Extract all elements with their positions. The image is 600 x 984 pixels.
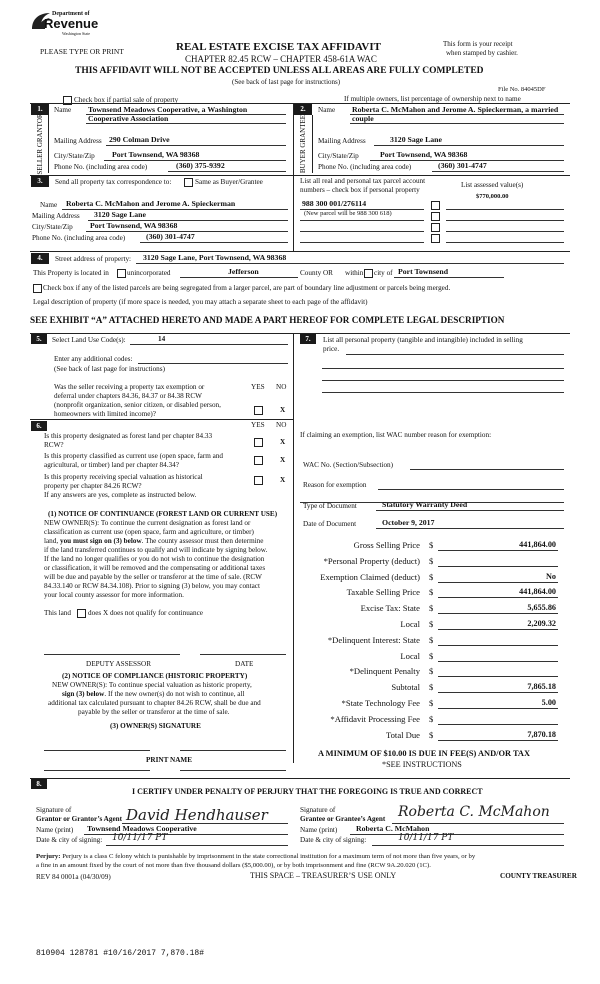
fin-row-label: Subtotal	[391, 682, 420, 692]
county-value: Jefferson	[228, 267, 259, 276]
fin-row-dollar: $	[429, 635, 434, 645]
file-number: File No. 84045DF	[498, 86, 546, 93]
logo-dept: Department of	[52, 11, 90, 17]
fin-row-value: 2,209.32	[527, 619, 556, 628]
fin-row-value: 441,864.00	[519, 540, 556, 549]
certify-line: I CERTIFY UNDER PENALTY OF PERJURY THAT THE FOREGOING IS TRUE AND CORRECT	[132, 787, 483, 796]
personal-property-checkbox[interactable]	[431, 223, 440, 232]
fin-row-label: Local	[400, 619, 420, 629]
parcel-header-1: List all real and personal tax parcel account	[300, 177, 426, 185]
buyer-name: Roberta C. McMahon and Jerome A. Spieckerman, a married couple	[352, 105, 559, 123]
form-revision: REV 84 0001a (04/30/09)	[36, 873, 111, 881]
current-use-no-answer: X	[280, 456, 286, 464]
divider	[48, 115, 49, 173]
notice-2-text: payable by the seller or transferor at the time of sale.	[78, 708, 230, 716]
fin-row-value: 441,864.00	[519, 587, 556, 596]
segregated-checkbox[interactable]	[33, 284, 42, 293]
please-type: PLEASE TYPE OR PRINT	[40, 47, 124, 56]
see-instructions: *SEE INSTRUCTIONS	[382, 760, 462, 769]
buyer-city-label: City/State/Zip	[318, 152, 359, 160]
fin-row-label: *Affidavit Processing Fee	[330, 714, 420, 724]
grantee-agent-label: Grantee or Grantee’s Agent	[300, 815, 386, 823]
buyer-phone: (360) 301-4747	[438, 161, 487, 170]
fin-row-dollar: $	[429, 730, 434, 740]
seller-city: Port Townsend, WA 98368	[112, 150, 200, 159]
notice-1-text: land, you must sign on (3) below. The county assessor must then determine	[44, 537, 264, 545]
land-use-code: 14	[158, 335, 166, 343]
buyer-name-label: Name	[318, 106, 336, 114]
print-name-label: PRINT NAME	[146, 756, 192, 764]
if-yes-note: If any answers are yes, complete as instructed below.	[44, 491, 197, 499]
notice-1-text: 84.33.140 or RCW 84.34.108). Prior to signing (3) below, you may contact	[44, 582, 260, 590]
q-current-use-2: agricultural, or timber) land per chapter 84.34?	[44, 461, 179, 469]
parcel-header-2: numbers – check box if personal property	[300, 186, 420, 194]
fin-row-dollar: $	[429, 714, 434, 724]
s3-name: Roberta C. McMahon and Jerome A. Spieckerman	[66, 199, 236, 208]
fin-row-line	[438, 550, 558, 551]
perjury-line-2: a fine in an amount fixed by the court of not more than five thousand dollars ($5,000.00), or by both imprisonment and fine (RCW 9A.20.020 (1C).	[36, 862, 431, 869]
see-back: (See back of last page for instructions)	[232, 78, 341, 86]
doc-type-label: Type of Document	[303, 502, 357, 510]
fin-row-label: Gross Selling Price	[353, 540, 420, 550]
perjury-line-1: Perjury: Perjury is a class C felony which is punishable by imprisonment in the state correctional institution for a maximum term of not more than five years, or by	[36, 853, 476, 860]
notice-2-text: NEW OWNER(S): To continue special valuation as historic property,	[52, 681, 252, 689]
historic-yes-checkbox[interactable]	[254, 476, 263, 485]
segregated-label: Check box if any of the listed parcels are being segregated from a larger parcel, are part of boundary line adjustment or parcels being merged.	[43, 284, 451, 292]
city-checkbox[interactable]	[364, 269, 373, 278]
fin-row-dollar: $	[429, 651, 434, 661]
logo-name: Revenue	[44, 16, 99, 31]
exempt-no-answer: X	[280, 406, 286, 414]
section-4-number: 4.	[31, 253, 49, 264]
within-label: within	[345, 269, 364, 277]
notice-1-text: or classification, it will be removed and the compensating or additional taxes	[44, 564, 266, 572]
parcel-number: 988 300 001/276114	[302, 199, 367, 208]
county-or-label: County OR	[300, 269, 333, 277]
fin-row-line	[438, 676, 558, 677]
buyer-phone-label: Phone No. (including area code)	[318, 163, 412, 171]
divider	[293, 333, 294, 763]
s3-phone-label: Phone No. (including area code)	[32, 234, 126, 242]
additional-codes-1: Enter any additional codes:	[54, 355, 133, 363]
fin-row-line	[438, 613, 558, 614]
seller-mailing: 290 Colman Drive	[109, 135, 170, 144]
fin-row-line	[438, 566, 558, 567]
grantee-date-label: Date & city of signing:	[300, 836, 367, 844]
logo-state: Washington State	[62, 31, 91, 36]
fin-row-label: Exemption Claimed (deduct)	[320, 572, 420, 582]
treasurer-space: THIS SPACE – TREASURER’S USE ONLY	[250, 871, 397, 880]
grantor-agent-label: Grantor or Grantor’s Agent	[36, 815, 123, 823]
fin-row-dollar: $	[429, 619, 434, 629]
divider	[30, 778, 570, 779]
fin-row-dollar: $	[429, 666, 434, 676]
grantor-sig-label-1: Signature of	[36, 806, 72, 814]
s5-no-header: NO	[276, 383, 287, 391]
notice-2-title: (2) NOTICE OF COMPLIANCE (HISTORIC PROPERTY)	[62, 672, 248, 680]
grantor-name: Townsend Meadows Cooperative	[87, 824, 197, 833]
legal-desc-label: Legal description of property (if more space is needed, you may attach a separate sheet to each page of the affidavit)	[33, 298, 368, 306]
warning-line: THIS AFFIDAVIT WILL NOT BE ACCEPTED UNLESS ALL AREAS ARE FULLY COMPLETED	[75, 66, 484, 76]
grantee-name-label: Name (print)	[300, 826, 338, 834]
divider	[30, 175, 570, 176]
section-7-number: 7.	[300, 334, 316, 344]
street-label: Street address of property:	[55, 255, 132, 263]
assessed-value: $770,000.00	[476, 193, 509, 200]
fin-row-dollar: $	[429, 572, 434, 582]
located-in-label: This Property is located in	[33, 269, 109, 277]
fin-row-line	[438, 582, 558, 583]
doc-date: October 9, 2017	[382, 518, 435, 527]
seller-side-label: SELLER GRANTOR	[35, 113, 44, 175]
unincorporated-label: unincorporated	[127, 269, 171, 277]
buyer-side-label: BUYER GRANTEE	[298, 114, 307, 174]
fin-row-label: *Delinquent Penalty	[349, 666, 420, 676]
additional-codes-2: (See back of last page for instructions)	[54, 365, 165, 373]
form-title: REAL ESTATE EXCISE TAX AFFIDAVIT	[176, 41, 381, 53]
notice-1-text: classification as current use (open space, farm and agriculture, or timber)	[44, 528, 254, 536]
grantor-date-label: Date & city of signing:	[36, 836, 103, 844]
doc-date-label: Date of Document	[303, 520, 357, 528]
buyer-mailing-label: Mailing Address	[318, 137, 366, 145]
street-address: 3120 Sage Lane, Port Townsend, WA 98368	[143, 253, 287, 262]
grantor-signature: David Hendhauser	[126, 806, 268, 824]
fin-row-dollar: $	[429, 698, 434, 708]
fin-row-line	[438, 645, 558, 646]
exempt-q1: Was the seller receiving a property tax exemption or	[54, 383, 205, 391]
section-1-number: 1.	[31, 104, 49, 115]
notice-1-text: will be due and payable by the seller or transferor at the time of sale. (RCW	[44, 573, 262, 581]
personal-property-checkbox[interactable]	[431, 212, 440, 221]
personal-property-checkbox[interactable]	[431, 234, 440, 243]
grantor-name-label: Name (print)	[36, 826, 74, 834]
fin-row-line	[438, 708, 558, 709]
q-forest-2: RCW?	[44, 441, 64, 449]
deputy-assessor-label: DEPUTY ASSESSOR	[86, 660, 152, 668]
exempt-q4: homeowners with limited income)?	[54, 410, 156, 418]
buyer-city: Port Townsend, WA 98368	[380, 150, 468, 159]
forest-no-answer: X	[280, 438, 286, 446]
divider	[293, 175, 294, 251]
section-3-number: 3.	[31, 176, 49, 187]
fin-row-value: 7,870.18	[527, 730, 556, 739]
land-does-label: This land	[44, 609, 71, 617]
fin-row-line	[438, 740, 558, 741]
grantee-sig-label-1: Signature of	[300, 806, 336, 814]
fin-row-dollar: $	[429, 682, 434, 692]
notice-1-text: your local county assessor for more information.	[44, 591, 184, 599]
partial-sale-label: Check box if partial sale of property	[74, 96, 179, 104]
same-as-buyer-checkbox[interactable]	[184, 178, 193, 187]
county-treasurer: COUNTY TREASURER	[500, 872, 577, 880]
fin-row-label: *Personal Property (deduct)	[323, 556, 420, 566]
receipt-note-2: when stamped by cashier.	[446, 49, 518, 57]
land-does-checkbox[interactable]	[77, 609, 86, 618]
personal-property-2: price.	[323, 345, 340, 353]
parcel-note: (New parcel will be 988 300 618)	[304, 210, 392, 217]
personal-property-checkbox[interactable]	[431, 201, 440, 210]
s3-phone: (360) 301-4747	[146, 232, 195, 241]
fin-row-value: 7,865.18	[527, 682, 556, 691]
section-5-number: 5.	[31, 334, 47, 344]
s3-city: Port Townsend, WA 98368	[90, 221, 178, 230]
fin-row-line	[438, 629, 558, 630]
q-current-use-1: Is this property classified as current use (open space, farm and	[44, 452, 224, 460]
seller-name: Townsend Meadows Cooperative, a Washington Cooperative Association	[88, 105, 248, 123]
s6-yes-header: YES	[251, 421, 265, 429]
fin-row-line	[438, 661, 558, 662]
land-does-label-2: does X does not qualify for continuance	[88, 609, 203, 617]
notice-2-text: additional tax calculated pursuant to chapter 84.26 RCW, shall be due and	[48, 699, 261, 707]
exempt-q2: deferral under chapters 84.36, 84.37 or 84.38 RCW	[54, 392, 202, 400]
exempt-q3: (nonprofit organization, senior citizen, or disabled person,	[54, 401, 221, 409]
q-forest-1: Is this property designated as forest land per chapter 84.33	[44, 432, 213, 440]
minimum-due: A MINIMUM OF $10.00 IS DUE IN FEE(S) AND/OR TAX	[318, 749, 531, 758]
land-use-label: Select Land Use Code(s):	[52, 336, 126, 344]
city-value: Port Townsend	[398, 267, 449, 276]
doc-type: Statutory Warranty Deed	[382, 500, 468, 509]
divider	[30, 419, 293, 420]
fin-row-label: Excise Tax: State	[360, 603, 420, 613]
fin-row-label: Local	[400, 651, 420, 661]
seller-mailing-label: Mailing Address	[54, 137, 102, 145]
fin-row-value: 5.00	[541, 698, 556, 707]
fin-row-dollar: $	[429, 540, 434, 550]
section-8-number: 8.	[31, 779, 47, 789]
fin-row-line	[438, 724, 558, 725]
personal-property-1: List all personal property (tangible and intangible) included in selling	[323, 336, 523, 344]
city-of-label: city of	[374, 269, 393, 277]
seller-phone: (360) 375-9392	[176, 161, 225, 170]
divider	[30, 251, 570, 252]
send-correspondence-label: Send all property tax correspondence to:	[55, 178, 172, 186]
seller-name-label: Name	[54, 106, 72, 114]
exhibit-line: SEE EXHIBIT “A” ATTACHED HERETO AND MADE A PART HEREOF FOR COMPLETE LEGAL DESCRIPTION	[30, 315, 505, 325]
grantor-date: 10/11/17 PT	[112, 833, 168, 843]
fin-row-dollar: $	[429, 587, 434, 597]
date-label: DATE	[235, 660, 254, 668]
seller-city-label: City/State/Zip	[54, 152, 95, 160]
reason-label: Reason for exemption	[303, 481, 367, 489]
section-2-number: 2.	[294, 104, 312, 115]
wac-label: WAC No. (Section/Subsection)	[303, 461, 394, 469]
fin-row-value: No	[545, 572, 556, 581]
notice-1-text: NEW OWNER(S): To continue the current designation as forest land or	[44, 519, 251, 527]
s3-city-label: City/State/Zip	[32, 223, 73, 231]
fin-row-dollar: $	[429, 556, 434, 566]
notice-1-text: If the land no longer qualifies or you do not wish to continue the designation	[44, 555, 265, 563]
fin-row-value: 5,655.86	[527, 603, 556, 612]
exemption-label: If claiming an exemption, list WAC number reason for exemption:	[300, 431, 492, 439]
q-historic-2: property per chapter 84.26 RCW?	[44, 482, 142, 490]
s3-mailing: 3120 Sage Lane	[94, 210, 146, 219]
fin-row-label: *State Technology Fee	[341, 698, 420, 708]
historic-no-answer: X	[280, 476, 286, 484]
same-as-buyer-label: Same as Buyer/Grantee	[195, 178, 263, 186]
exempt-yes-checkbox[interactable]	[254, 406, 263, 415]
divider	[312, 115, 313, 173]
fin-row-line	[438, 597, 558, 598]
unincorporated-checkbox[interactable]	[117, 269, 126, 278]
multiple-owners-note: If multiple owners, list percentage of ownership next to name	[344, 95, 521, 103]
grantee-date: 10/11/17 PT	[398, 833, 454, 843]
fin-row-label: Total Due	[385, 730, 420, 740]
assessed-header: List assessed value(s)	[461, 181, 524, 189]
receipt-note-1: This form is your receipt	[443, 40, 513, 48]
current-use-yes-checkbox[interactable]	[254, 456, 263, 465]
fin-row-label: Taxable Selling Price	[346, 587, 420, 597]
owner-signature-title: (3) OWNER(S) SIGNATURE	[110, 722, 201, 730]
form-chapter: CHAPTER 82.45 RCW – CHAPTER 458-61A WAC	[185, 54, 377, 64]
fin-row-label: *Delinquent Interest: State	[327, 635, 420, 645]
notice-1-title: (1) NOTICE OF CONTINUANCE (FOREST LAND OR CURRENT USE)	[48, 510, 278, 518]
notice-1-text: if the land transferred continues to qualify and will indicate by signing below.	[44, 546, 268, 554]
q-historic-1: Is this property receiving special valuation as historical	[44, 473, 203, 481]
grantee-signature: Roberta C. McMahon	[398, 804, 550, 820]
section-6-number: 6.	[31, 421, 47, 431]
seller-phone-label: Phone No. (including area code)	[54, 163, 148, 171]
buyer-mailing: 3120 Sage Lane	[390, 135, 442, 144]
fin-row-line	[438, 692, 558, 693]
notice-2-text: sign (3) below. If the new owner(s) do not wish to continue, all	[62, 690, 245, 698]
s5-yes-header: YES	[251, 383, 265, 391]
s3-mailing-label: Mailing Address	[32, 212, 80, 220]
forest-yes-checkbox[interactable]	[254, 438, 263, 447]
grantee-name: Roberta C. McMahon	[356, 824, 430, 833]
s3-name-label: Name	[40, 201, 58, 209]
cashier-stamp: 810904 128781 #10/16/2017 7,870.18#	[36, 949, 205, 958]
fin-row-dollar: $	[429, 603, 434, 613]
s6-no-header: NO	[276, 421, 287, 429]
